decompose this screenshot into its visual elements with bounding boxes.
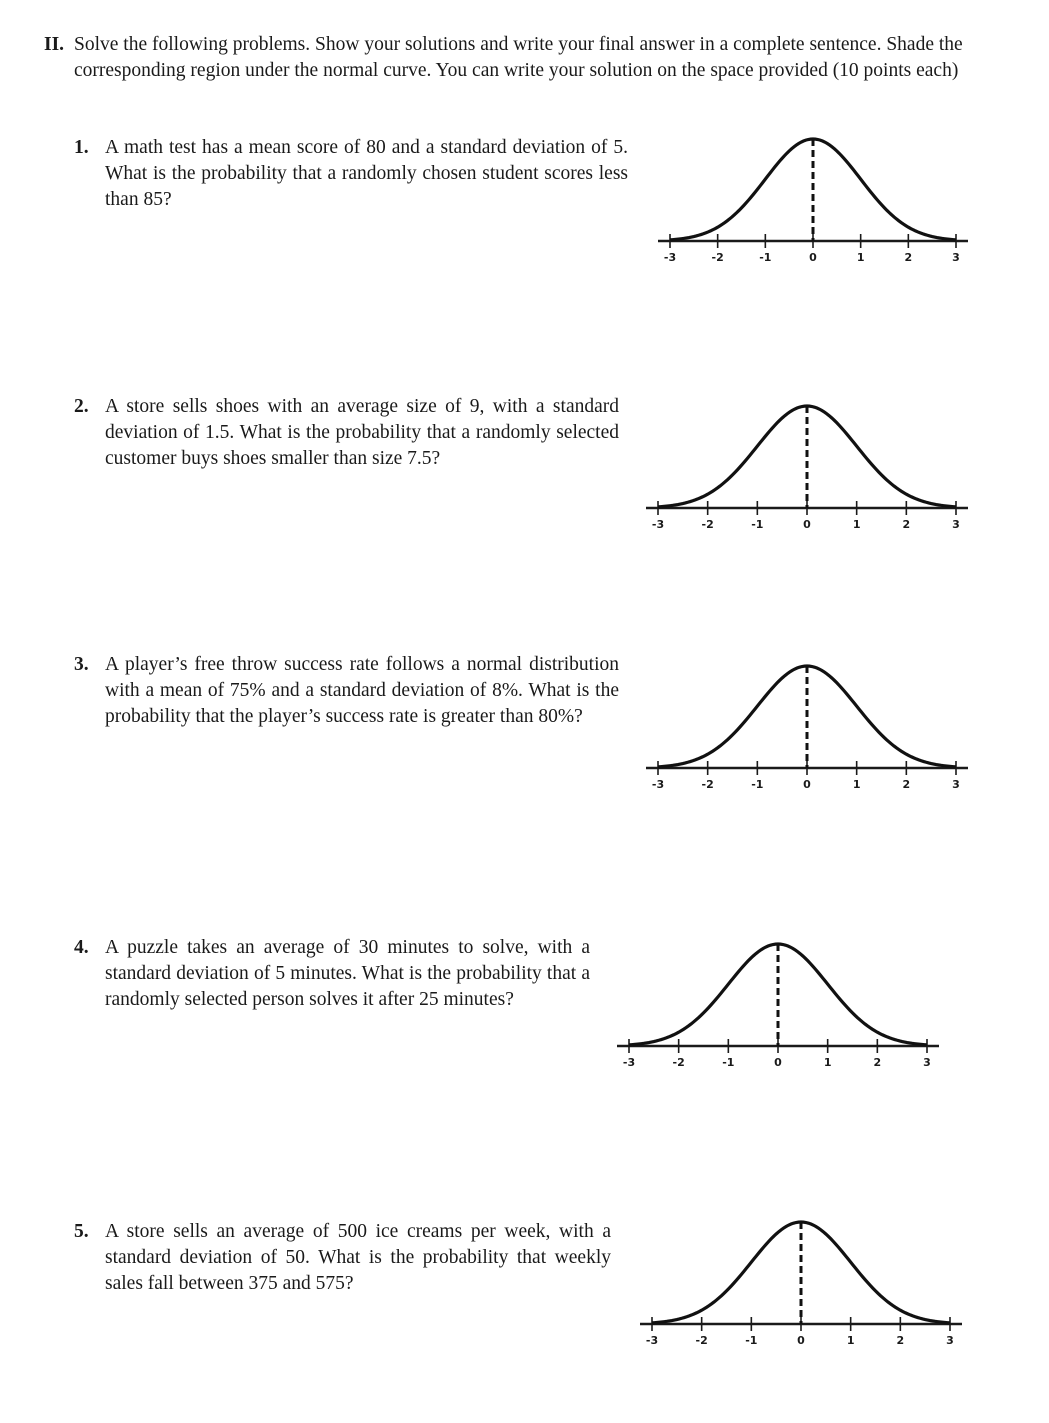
problem-2 bbox=[74, 394, 619, 472]
problem-4 bbox=[74, 935, 590, 1013]
x-tick-label: 3 bbox=[923, 1056, 931, 1069]
problem-1 bbox=[74, 135, 628, 213]
problem-text: A player’s free throw success rate follows a normal distribution with a mean of 75% and a standard deviation of 8%. What is the probability that the player’s success rate is greater than 80%? bbox=[105, 654, 619, 727]
normal-curve-5 bbox=[640, 1216, 962, 1356]
x-tick-label: 1 bbox=[856, 251, 865, 264]
x-tick-label: -1 bbox=[722, 1056, 735, 1069]
normal-curve-2 bbox=[646, 400, 968, 540]
x-tick-label: -3 bbox=[651, 778, 665, 791]
problem-number: 2. bbox=[74, 396, 89, 417]
x-tick-label: 1 bbox=[852, 778, 861, 791]
x-tick-label: 0 bbox=[803, 518, 811, 531]
x-tick-label: -1 bbox=[751, 518, 764, 531]
x-tick-label: 2 bbox=[904, 251, 913, 264]
x-tick-label: 3 bbox=[952, 518, 960, 531]
problem-5 bbox=[74, 1219, 611, 1297]
x-tick-label: -2 bbox=[701, 778, 714, 791]
section-instructions: Solve the following problems. Show your solutions and write your final answer in a complete sentence. Shade the corresponding region under the normal curve. You can write your solution on the space provided (10 points each) bbox=[74, 34, 963, 81]
section-heading bbox=[44, 32, 989, 83]
x-tick-label: 2 bbox=[896, 1334, 905, 1347]
problem-text: A store sells an average of 500 ice creams per week, with a standard deviation of 50. What is the probability that weekly sales fall between 375 and 575? bbox=[105, 1221, 611, 1294]
problem-text: A puzzle takes an average of 30 minutes to solve, with a standard deviation of 5 minutes. What is the probability that a randomly selected person solves it after 25 minutes? bbox=[105, 937, 590, 1010]
x-tick-label: 1 bbox=[823, 1056, 832, 1069]
x-tick-label: -2 bbox=[695, 1334, 708, 1347]
x-tick-label: 2 bbox=[902, 778, 911, 791]
x-tick-label: 1 bbox=[852, 518, 861, 531]
x-tick-label: 0 bbox=[774, 1056, 782, 1069]
x-tick-label: -2 bbox=[711, 251, 724, 264]
x-tick-label: -1 bbox=[751, 778, 764, 791]
normal-curve-4 bbox=[617, 938, 939, 1078]
x-tick-label: -2 bbox=[701, 518, 714, 531]
x-tick-label: 3 bbox=[952, 778, 960, 791]
x-tick-label: 1 bbox=[846, 1334, 855, 1347]
x-tick-label: 3 bbox=[952, 251, 960, 264]
problem-number: 5. bbox=[74, 1221, 89, 1242]
problem-number: 4. bbox=[74, 937, 89, 958]
x-tick-label: -1 bbox=[745, 1334, 758, 1347]
x-tick-label: -3 bbox=[645, 1334, 659, 1347]
x-tick-label: 2 bbox=[902, 518, 911, 531]
problem-text: A store sells shoes with an average size of 9, with a standard deviation of 1.5. What is the probability that a randomly selected customer buys shoes smaller than size 7.5? bbox=[105, 396, 619, 469]
x-tick-label: 3 bbox=[946, 1334, 954, 1347]
problem-number: 3. bbox=[74, 654, 89, 675]
problem-3 bbox=[74, 652, 619, 730]
x-tick-label: -3 bbox=[622, 1056, 636, 1069]
x-tick-label: 0 bbox=[797, 1334, 805, 1347]
x-tick-label: -2 bbox=[672, 1056, 685, 1069]
x-tick-label: -3 bbox=[651, 518, 665, 531]
x-tick-label: -1 bbox=[759, 251, 772, 264]
problem-text: A math test has a mean score of 80 and a standard deviation of 5. What is the probability that a randomly chosen student scores less than 85? bbox=[105, 137, 628, 210]
x-tick-label: 0 bbox=[809, 251, 817, 264]
normal-curve-1 bbox=[658, 133, 968, 273]
x-tick-label: 0 bbox=[803, 778, 811, 791]
normal-curve-3 bbox=[646, 660, 968, 800]
problem-number: 1. bbox=[74, 137, 89, 158]
x-tick-label: -3 bbox=[663, 251, 677, 264]
section-number: II. bbox=[44, 34, 65, 55]
x-tick-label: 2 bbox=[873, 1056, 882, 1069]
